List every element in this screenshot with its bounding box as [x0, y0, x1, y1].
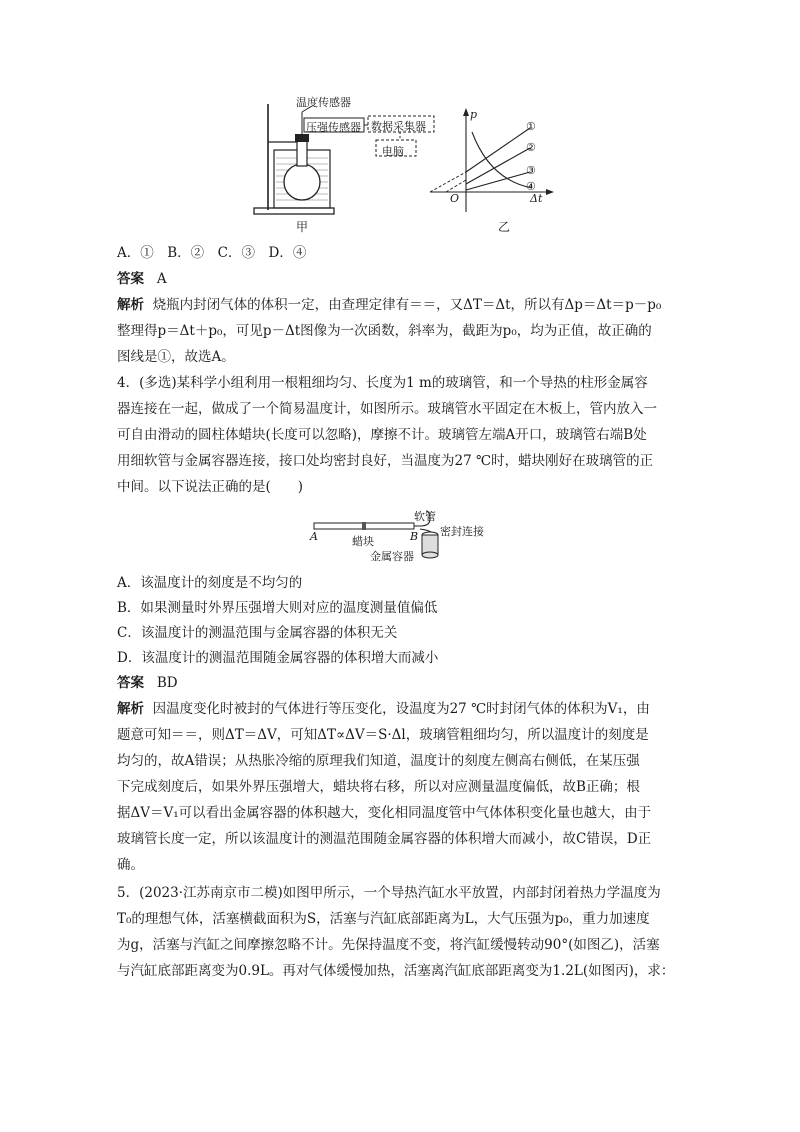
soft-tube-label: 软管 [414, 510, 436, 523]
explanation-label: 解析 [117, 297, 144, 313]
point-b-label: B [410, 530, 419, 543]
axis-dt-label: Δt [530, 192, 543, 205]
q5-text-line: T₀的理想气体，活塞横截面积为S，活塞与汽缸底部距离为L，大气压强为p₀，重力加速度 [117, 911, 650, 927]
q3-explanation-line: 整理得p＝Δt＋p₀，可见p－Δt图像为一次函数，斜率为，截距为p₀，均为正值，故正确的 [117, 323, 652, 339]
axis-p-label: p [470, 108, 478, 121]
q3-explanation-line: 解析 烧瓶内封闭气体的体积一定，由查理定律有＝＝，又ΔT＝Δt，所以有Δp＝Δt＝p－p₀ [117, 297, 662, 313]
q5-text-line: 为g，活塞与汽缸之间摩擦忽略不计。先保持温度不变，将汽缸缓慢转动90°(如图乙)，活塞 [117, 937, 660, 953]
q4-explanation-line: 解析 因温度变化时被封的气体进行等压变化，设温度为27 ℃时封闭气体的体积为V₁，由 [117, 701, 650, 717]
line-label-3: ③ [526, 164, 536, 177]
q4-text-line: 可自由滑动的圆柱体蜡块(长度可以忽略)，摩擦不计。玻璃管左端A开口，玻璃管右端B处 [117, 427, 647, 443]
origin-label: O [450, 192, 460, 205]
computer-label: 电脑 [382, 145, 404, 158]
point-a-label: A [310, 530, 318, 543]
q4-option: B．如果测量时外界压强增大则对应的温度测量值偏低 [117, 600, 438, 616]
q3-explanation-line: 图线是①，故选A。 [117, 349, 235, 365]
line-label-2: ② [526, 141, 536, 154]
figure-label-jia: 甲 [296, 220, 309, 234]
wax-label: 蜡块 [352, 535, 374, 548]
q4-text-line: 器连接在一起，做成了一个简易温度计，如图所示。玻璃管水平固定在木板上，管内放入一 [117, 401, 657, 417]
explanation-label: 解析 [117, 701, 144, 717]
q4-explanation-line: 据ΔV＝V₁可以看出金属容器的体积越大，变化相同温度管中气体体积变化量也越大，由于 [117, 805, 652, 821]
q3-options: A．① B．② C．③ D．④ [117, 245, 307, 261]
temp-sensor-label: 温度传感器 [296, 96, 351, 109]
figure-label-yi: 乙 [498, 220, 511, 234]
figure-apparatus-and-graph [240, 92, 560, 237]
answer-value: A [156, 271, 167, 287]
q4-explanation-line: 题意可知＝＝，则ΔT＝ΔV，可知ΔT∝ΔV＝S·Δl，玻璃管粗细均匀，所以温度计的刻度是 [117, 727, 649, 743]
q4-text-line: 4．(多选)某科学小组利用一根粗细均匀、长度为1 m的玻璃管，和一个导热的柱形金属容 [117, 375, 648, 391]
q4-option: D．该温度计的测温范围随金属容器的体积增大而减小 [117, 650, 439, 666]
answer-value: BD [156, 675, 178, 691]
answer-label: 答案 [117, 271, 144, 287]
q5-text-line: 5．(2023·江苏南京市二模)如图甲所示，一个导热汽缸水平放置，内部封闭着热力学温度为 [117, 885, 661, 901]
q4-explanation-line: 均匀的，故A错误；从热胀冷缩的原理我们知道，温度计的刻度左侧高右侧低，在某压强 [117, 753, 640, 769]
data-collector-label: 数据采集器 [371, 120, 426, 133]
q4-explanation-line: 下完成刻度后，如果外界压强增大，蜡块将右移，所以对应测量温度偏低，故B正确；根 [117, 779, 640, 795]
container-label: 金属容器 [370, 550, 414, 563]
line-label-1: ① [526, 120, 536, 133]
q4-explanation-line: 确。 [117, 857, 144, 873]
pressure-sensor-label: 压强传感器 [306, 121, 361, 134]
line-label-4: ④ [526, 180, 536, 193]
seal-label: 密封连接 [440, 525, 484, 538]
q4-option: C．该温度计的测温范围与金属容器的体积无关 [117, 625, 398, 641]
q4-answer [117, 672, 687, 694]
q4-text-line: 用细软管与金属容器连接，接口处均密封良好，当温度为27 ℃时，蜡块刚好在玻璃管的正 [117, 453, 654, 469]
answer-label: 答案 [117, 675, 144, 691]
q4-text-line: 中间。以下说法正确的是( ) [117, 479, 304, 495]
q3-answer [117, 268, 687, 290]
q4-explanation-line: 玻璃管长度一定，所以该温度计的测温范围随金属容器的体积增大而减小，故C错误，D正 [117, 831, 652, 847]
q4-option: A．该温度计的刻度是不均匀的 [117, 575, 303, 591]
q5-text-line: 与汽缸底部距离变为0.9L。再对气体缓慢加热，活塞离汽缸底部距离变为1.2L(如图丙)，求： [117, 963, 675, 979]
